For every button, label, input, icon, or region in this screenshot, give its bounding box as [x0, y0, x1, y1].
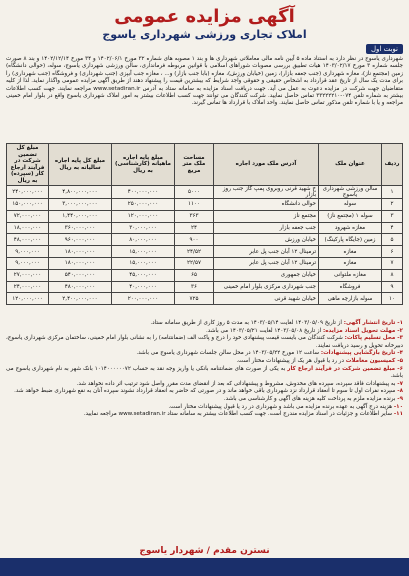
cell-annual: ۴۸۰,۰۰۰,۰۰۰ — [49, 281, 112, 293]
cell-deposit: ۱۲۰,۰۰۰,۰۰۰ — [7, 293, 49, 305]
note-label: ۱۰- — [393, 403, 403, 410]
table-row — [7, 257, 403, 269]
col-header-title: عنوان ملک — [319, 144, 382, 186]
cell-title: مغازه — [319, 246, 382, 258]
cell-row-number: ۳ — [382, 210, 403, 222]
cell-area: ۲۴ — [175, 222, 214, 234]
cell-monthly: ۲۰۰,۰۰۰,۰۰۰ — [112, 293, 175, 305]
note-text: از تاریخ ۱۴۰۳/۰۵/۰۸ لغایت ۱۴۰۳/۰۵/۲۱ می باشد. — [206, 327, 322, 334]
cell-annual: ۱۸۰,۰۰۰,۰۰۰ — [49, 257, 112, 269]
footer-band — [0, 558, 409, 576]
cell-row-number: ۸ — [382, 269, 403, 281]
cell-annual: ۵۴۰,۰۰۰,۰۰۰ — [49, 269, 112, 281]
list-item — [6, 388, 403, 396]
signature-line: نسترن مقدم / شهردار یاسوج — [139, 546, 270, 556]
note-label: ۴- تاریخ بازگشایی پیشنهادات: — [320, 350, 403, 357]
note-text: شرکت کنندگان می بایست قیمت پیشنهادی خود را درج و پاکت الف (ضمانتنامه) را به نشانی بلوار امام خمینی، ساختمان مرکزی شهرداری یاسوج، دبیرخانه تحویل و رسید دریافت نمایند. — [6, 335, 403, 349]
note-label: ۱۱- — [393, 411, 403, 418]
conditions-list — [6, 320, 403, 419]
properties-table — [6, 143, 403, 305]
cell-area: ۹۰۰ — [175, 234, 214, 246]
cell-row-number: ۴ — [382, 222, 403, 234]
cell-deposit: ۴۸,۰۰۰,۰۰۰ — [7, 234, 49, 246]
note-text: سپرده نفرات اول تا سوم تا انعقاد قرارداد نزد شهرداری باقی خواهد ماند و در صورتی که حاضر به انعقاد قرارداد نشوند سپرده آنان به نفع شهرداری ضبط خواهد شد. — [14, 388, 396, 395]
cell-deposit: ۹,۰۰۰,۰۰۰ — [7, 257, 49, 269]
intro-paragraph: شهرداری یاسوج در نظر دارد به استناد ماده ۵ آیین نامه مالی معاملاتی شهرداری ها و بند ۱ مصوبه های شماره ۳۲ مورخ ۱۴۰۲/۰۶/۱ و ۳۴ مورخ ۱۴۰۲/۱۲/۱۴ و بند ۸ صورت جلسه شماره ۳ مورخ ۱۴۰۳/۰۲/۱۷ هیات تطبیق بررسی مصوبات شوراهای اسلامی با قوانین مربوطه فرمانداری، سالن ورزشی شهرداری یاسوج، سوله، (حوالی دانشگاه) زمین (مجتمع ناز)، مغازه شهرداری (جنب جعفه بازار)، زمین (خیابان ورزش)، مغازه (بابا جنب بازار) و... ، مغازه جنب آبپزی (جنب شهرداری) و فروشگاه (جنب شهرداری) را برای مدت یک سال از تاریخ عقد قرارداد به اشخاص حقیقی و حقوقی واجد شرایط که بیشترین قیمت را پیشنهاد دهند از طریق آگهی مزایده عمومی واگذار نماید. لذا از کلیه متقاضیان جهت شرکت در مزایده دعوت به عمل می آید. جهت دریافت اسناد مزایده به سامانه ستاد به آدرس www.setadiran.ir مراجعه نمایند. جهت کسب اطلاعات بیشتر به شماره تلفن ۰۷۴-۳۳۲۲۲۲۱۰ تماس حاصل نمایید. شرکت کنندگان می توانند جهت کسب اطلاعات بیشتر به امور املاک شهرداری یاسوج واقع در بلوار امام خمینی مراجعه و یا با شماره تلفن مذکور تماس حاصل نمایند. واحد املاک با قرارداد ها تماس گیرند. — [6, 56, 403, 107]
table-row — [7, 222, 403, 234]
cell-deposit: ۱۸,۰۰۰,۰۰۰ — [7, 222, 49, 234]
note-label: ۹- — [397, 395, 403, 402]
col-header-row-number: ردیف — [382, 144, 403, 186]
cell-title: سوله — [319, 199, 382, 211]
cell-monthly: ۴۵,۰۰۰,۰۰۰ — [112, 269, 175, 281]
list-item — [6, 366, 403, 381]
cell-address: جنب جعفه بازار — [214, 222, 319, 234]
round-badge: نوبت اول — [366, 44, 403, 54]
cell-annual: ۳۶۰,۰۰۰,۰۰۰ — [49, 222, 112, 234]
table-row — [7, 199, 403, 211]
cell-monthly: ۱۲۰,۰۰۰,۰۰۰ — [112, 210, 175, 222]
col-header-deposit: مبلغ کل تضمین شرکت در فرآیند ارجاع کار (سپرده) به ریال — [7, 144, 49, 186]
cell-annual: ۳,۰۰۰,۰۰۰,۰۰۰ — [49, 199, 112, 211]
cell-title: سالن ورزشی شهرداری یاسوج — [319, 186, 382, 199]
cell-address: ترمینال ۱۲ آبان جنب پل عابر — [214, 257, 319, 269]
cell-row-number: ۲ — [382, 199, 403, 211]
cell-row-number: ۵ — [382, 234, 403, 246]
cell-deposit: ۲۴,۰۰۰,۰۰۰ — [7, 281, 49, 293]
cell-row-number: ۶ — [382, 246, 403, 258]
cell-deposit: ۱۵۰,۰۰۰,۰۰۰ — [7, 199, 49, 211]
note-text: به پیشنهادات فاقد سپرده، سپرده های مخدوش، مشروط و پیشنهاداتی که بعد از انقضای مدت مقرر واصل شود ترتیب اثر داده نخواهد شد. — [76, 380, 396, 387]
cell-address: جنب شهرداری مرکزی بلوار امام خمینی — [214, 281, 319, 293]
cell-row-number: ۷ — [382, 257, 403, 269]
cell-address: خ شهید قرنی روبروی پمپ گاز جنب روز بازار — [214, 186, 319, 199]
cell-annual: ۲,۴۰۰,۰۰۰,۰۰۰ — [49, 293, 112, 305]
cell-address: مجتمع ناز — [214, 210, 319, 222]
cell-monthly: ۸۰,۰۰۰,۰۰۰ — [112, 234, 175, 246]
cell-area: ۲۴/۵۲ — [175, 246, 214, 258]
note-label: ۸- — [397, 388, 403, 395]
note-text: از تاریخ ۱۴۰۳/۰۵/۰۹ لغایت ۱۴۰۳/۰۵/۱۴ به مدت ۵ روز کاری از طریق سامانه ستاد. — [150, 320, 342, 326]
table-header-row — [7, 144, 403, 186]
note-label: ۶- مبلغ تضمین شرکت در فرآیند ارجاع کار — [287, 365, 403, 372]
cell-monthly: ۴۰۰,۰۰۰,۰۰۰ — [112, 186, 175, 199]
note-label: ۵- کمیسیون معاملات — [345, 357, 403, 364]
cell-annual: ۹۶۰,۰۰۰,۰۰۰ — [49, 234, 112, 246]
cell-annual: ۱۸۰,۰۰۰,۰۰۰ — [49, 246, 112, 258]
list-item — [6, 350, 403, 358]
note-text: ساعت ۱۲ مورخ ۱۴۰۳/۰۵/۲۲ در محل سالن جلسات شهرداری یاسوج می باشد. — [136, 350, 320, 357]
cell-address: خیابان ورزش — [214, 234, 319, 246]
note-text: هزینه درج آگهی به عهده برنده مزایده می باشد و شهرداری در رد یا قبول پیشنهادات مختار است. — [168, 403, 393, 410]
list-item — [6, 335, 403, 350]
cell-title: زمین (جایگاه پارکینگ) — [319, 234, 382, 246]
cell-monthly: ۲۵۰,۰۰۰,۰۰۰ — [112, 199, 175, 211]
col-header-monthly: مبلغ پایه اجاره ماهیانه (کارشناسی) به ریال — [112, 144, 175, 186]
table-row — [7, 234, 403, 246]
note-label: ۳- محل تسلیم پاکات: — [344, 335, 404, 342]
table-row — [7, 293, 403, 305]
cell-monthly: ۱۵,۰۰۰,۰۰۰ — [112, 246, 175, 258]
list-item — [6, 411, 403, 419]
cell-deposit: ۲۷,۰۰۰,۰۰۰ — [7, 269, 49, 281]
cell-row-number: ۱۰ — [382, 293, 403, 305]
note-text: در رد یا قبول هر یک از پیشنهادات مختار است. — [236, 357, 344, 364]
cell-row-number: ۱ — [382, 186, 403, 199]
cell-title: مغازه — [319, 257, 382, 269]
table-row — [7, 210, 403, 222]
cell-deposit: ۷۲,۰۰۰,۰۰۰ — [7, 210, 49, 222]
note-text: سایر اطلاعات و جزئیات در اسناد مزایده مندرج است. جهت کسب اطلاعات بیشتر به سامانه ستاد www.setadiran.ir مراجعه نمایید. — [83, 411, 393, 418]
cell-address: خیابان شهید قرنی — [214, 293, 319, 305]
table-row — [7, 246, 403, 258]
cell-annual: ۴,۸۰۰,۰۰۰,۰۰۰ — [49, 186, 112, 199]
cell-deposit: ۲۴۰,۰۰۰,۰۰۰ — [7, 186, 49, 199]
cell-title: مغازه شهرود — [319, 222, 382, 234]
cell-monthly: ۴۰,۰۰۰,۰۰۰ — [112, 281, 175, 293]
cell-annual: ۱,۴۴۰,۰۰۰,۰۰۰ — [49, 210, 112, 222]
list-item — [6, 320, 403, 328]
page-title: آگهی مزایده عمومی — [114, 6, 295, 27]
note-label: ۲- مهلت تحویل اسناد مزایده: — [322, 327, 403, 334]
cell-address: حوالی دانشگاه — [214, 199, 319, 211]
page-subtitle: املاک تجاری ورزشی شهرداری یاسوج — [102, 28, 307, 41]
list-item — [6, 396, 403, 404]
cell-area: ۶۵ — [175, 269, 214, 281]
cell-title: سوله ۱ (مجتمع ناز) — [319, 210, 382, 222]
table-row — [7, 186, 403, 199]
note-label: ۱- تاریخ انتشار آگهی: — [343, 320, 403, 326]
cell-row-number: ۹ — [382, 281, 403, 293]
cell-deposit: ۹,۰۰۰,۰۰۰ — [7, 246, 49, 258]
cell-area: ۱۱۰۰ — [175, 199, 214, 211]
table-row — [7, 269, 403, 281]
cell-address: خیابان جمهوری — [214, 269, 319, 281]
cell-title: سوله بازارچه ماهی — [319, 293, 382, 305]
table-row — [7, 281, 403, 293]
note-text: برنده مزایده ملزم به پرداخت کلیه هزینه های آگهی و کارشناسی می باشد. — [223, 395, 396, 402]
cell-area: ۷۲۵ — [175, 293, 214, 305]
col-header-area: مساحت ملک متر مربع — [175, 144, 214, 186]
cell-title: مغازه ملتوانی — [319, 269, 382, 281]
cell-monthly: ۳۰,۰۰۰,۰۰۰ — [112, 222, 175, 234]
cell-area: ۵۰۰۰ — [175, 186, 214, 199]
note-text: به یکی از صورت های ضمانتنامه بانکی یا واریز وجه نقد به حساب ۱۰۱۴۰۰۰۰۰۰۷۲ بانک شهر به نام شهرداری یاسوج می باشد. — [6, 365, 403, 380]
col-header-annual: مبلغ کل پایه اجاره سالیانه به ریال — [49, 144, 112, 186]
list-item — [6, 358, 403, 366]
cell-title: فروشگاه — [319, 281, 382, 293]
cell-monthly: ۱۵,۰۰۰,۰۰۰ — [112, 257, 175, 269]
cell-address: ترمینال ۱۲ آبان جنب پل عابر — [214, 246, 319, 258]
cell-area: ۳۶۳ — [175, 210, 214, 222]
list-item — [6, 404, 403, 412]
cell-area: ۲۲/۵۷ — [175, 257, 214, 269]
cell-area: ۳۶ — [175, 281, 214, 293]
note-label: ۷- — [397, 380, 403, 387]
col-header-address: آدرس ملک مورد اجاره — [214, 144, 319, 186]
